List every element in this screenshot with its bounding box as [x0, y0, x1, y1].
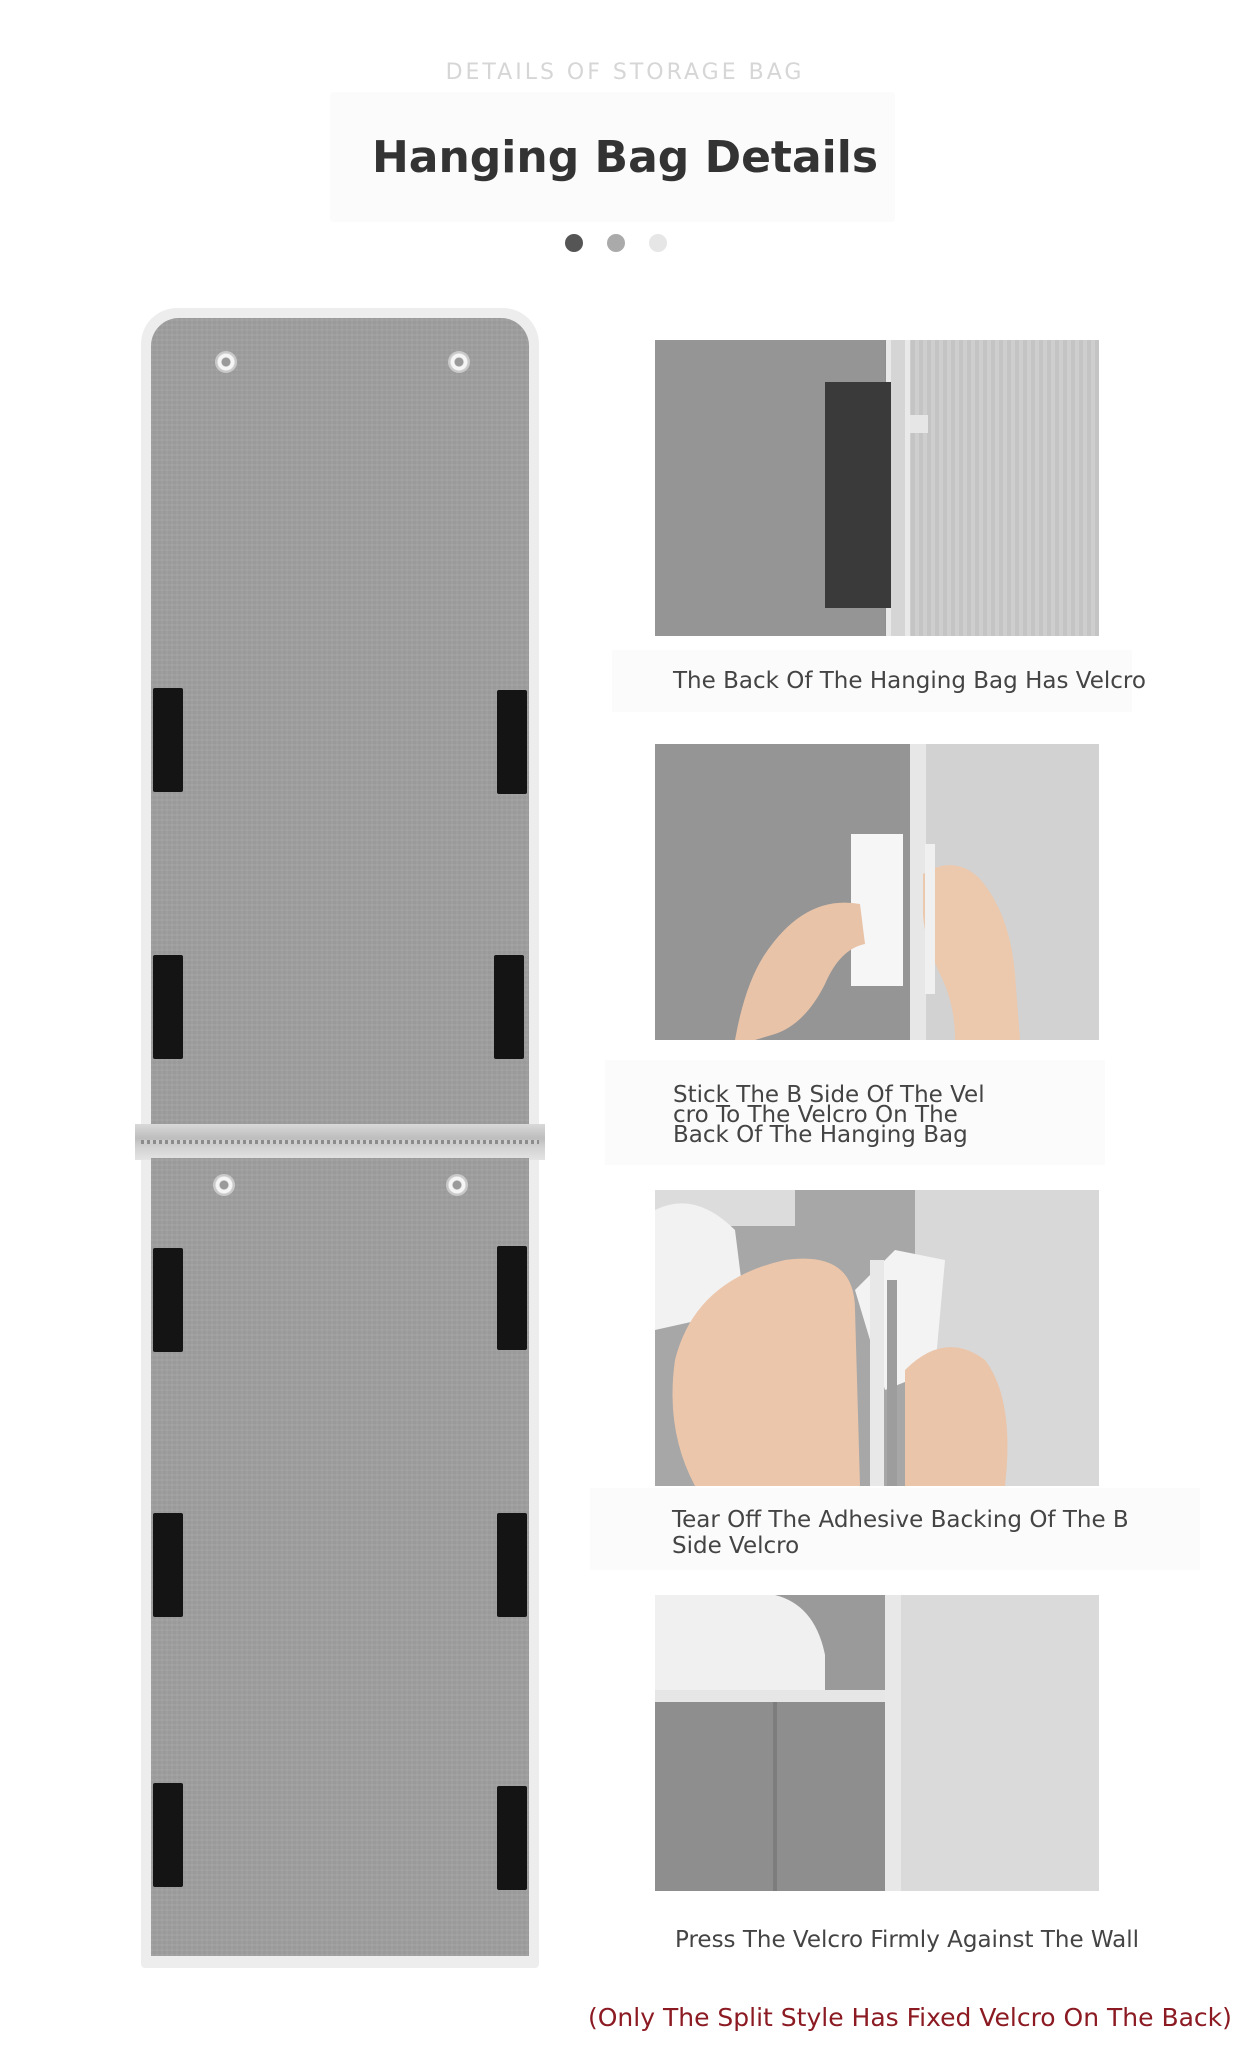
velcro-strip	[153, 1783, 183, 1887]
bag-upper-panel	[151, 318, 529, 1126]
stick-velcro-illustration	[655, 744, 1099, 1040]
carousel-dot-1[interactable]	[565, 234, 583, 252]
step-photo-tear-backing	[655, 1190, 1099, 1486]
velcro-strip	[497, 1786, 527, 1890]
step-photo-stick-velcro	[655, 744, 1099, 1040]
carousel-dot-2[interactable]	[607, 234, 625, 252]
velcro-strip	[153, 1513, 183, 1617]
step-photo-press-wall	[655, 1595, 1099, 1891]
hanging-bag-image	[141, 308, 539, 1968]
carousel-dots	[565, 234, 685, 252]
step-caption	[673, 1082, 985, 1148]
step-caption-line: cro To The Velcro On The	[673, 1102, 958, 1128]
step-caption: The Back Of The Hanging Bag Has Velcro	[673, 668, 1146, 694]
velcro-strip	[153, 1248, 183, 1352]
step-caption-line: Tear Off The Adhesive Backing Of The B	[672, 1507, 1129, 1533]
step-caption-line: Back Of The Hanging Bag	[673, 1122, 968, 1148]
press-wall-illustration	[655, 1595, 1099, 1891]
grommet-icon	[213, 1174, 235, 1196]
grommet-icon	[448, 351, 470, 373]
step-caption: Press The Velcro Firmly Against The Wall	[675, 1927, 1140, 1953]
bag-zipper	[135, 1124, 545, 1160]
step-photo-velcro-back	[655, 340, 1099, 636]
step-caption-line: Side Velcro	[672, 1533, 800, 1559]
velcro-strip	[497, 1246, 527, 1350]
footnote: (Only The Split Style Has Fixed Velcro On The Back)	[588, 2003, 1232, 2032]
grommet-icon	[215, 351, 237, 373]
grommet-icon	[446, 1174, 468, 1196]
step-caption	[672, 1507, 1129, 1559]
section-overline: DETAILS OF STORAGE BAG	[445, 60, 805, 85]
bag-lower-panel	[151, 1158, 529, 1956]
tear-backing-illustration	[655, 1190, 1099, 1486]
velcro-strip	[153, 955, 183, 1059]
velcro-strip	[497, 1513, 527, 1617]
step-caption-line: Stick The B Side Of The Vel	[673, 1082, 985, 1108]
page-title: Hanging Bag Details	[371, 132, 879, 183]
velcro-back-illustration	[655, 340, 1099, 636]
velcro-strip	[494, 955, 524, 1059]
velcro-strip	[153, 688, 183, 792]
carousel-dot-3[interactable]	[649, 234, 667, 252]
velcro-strip	[497, 690, 527, 794]
